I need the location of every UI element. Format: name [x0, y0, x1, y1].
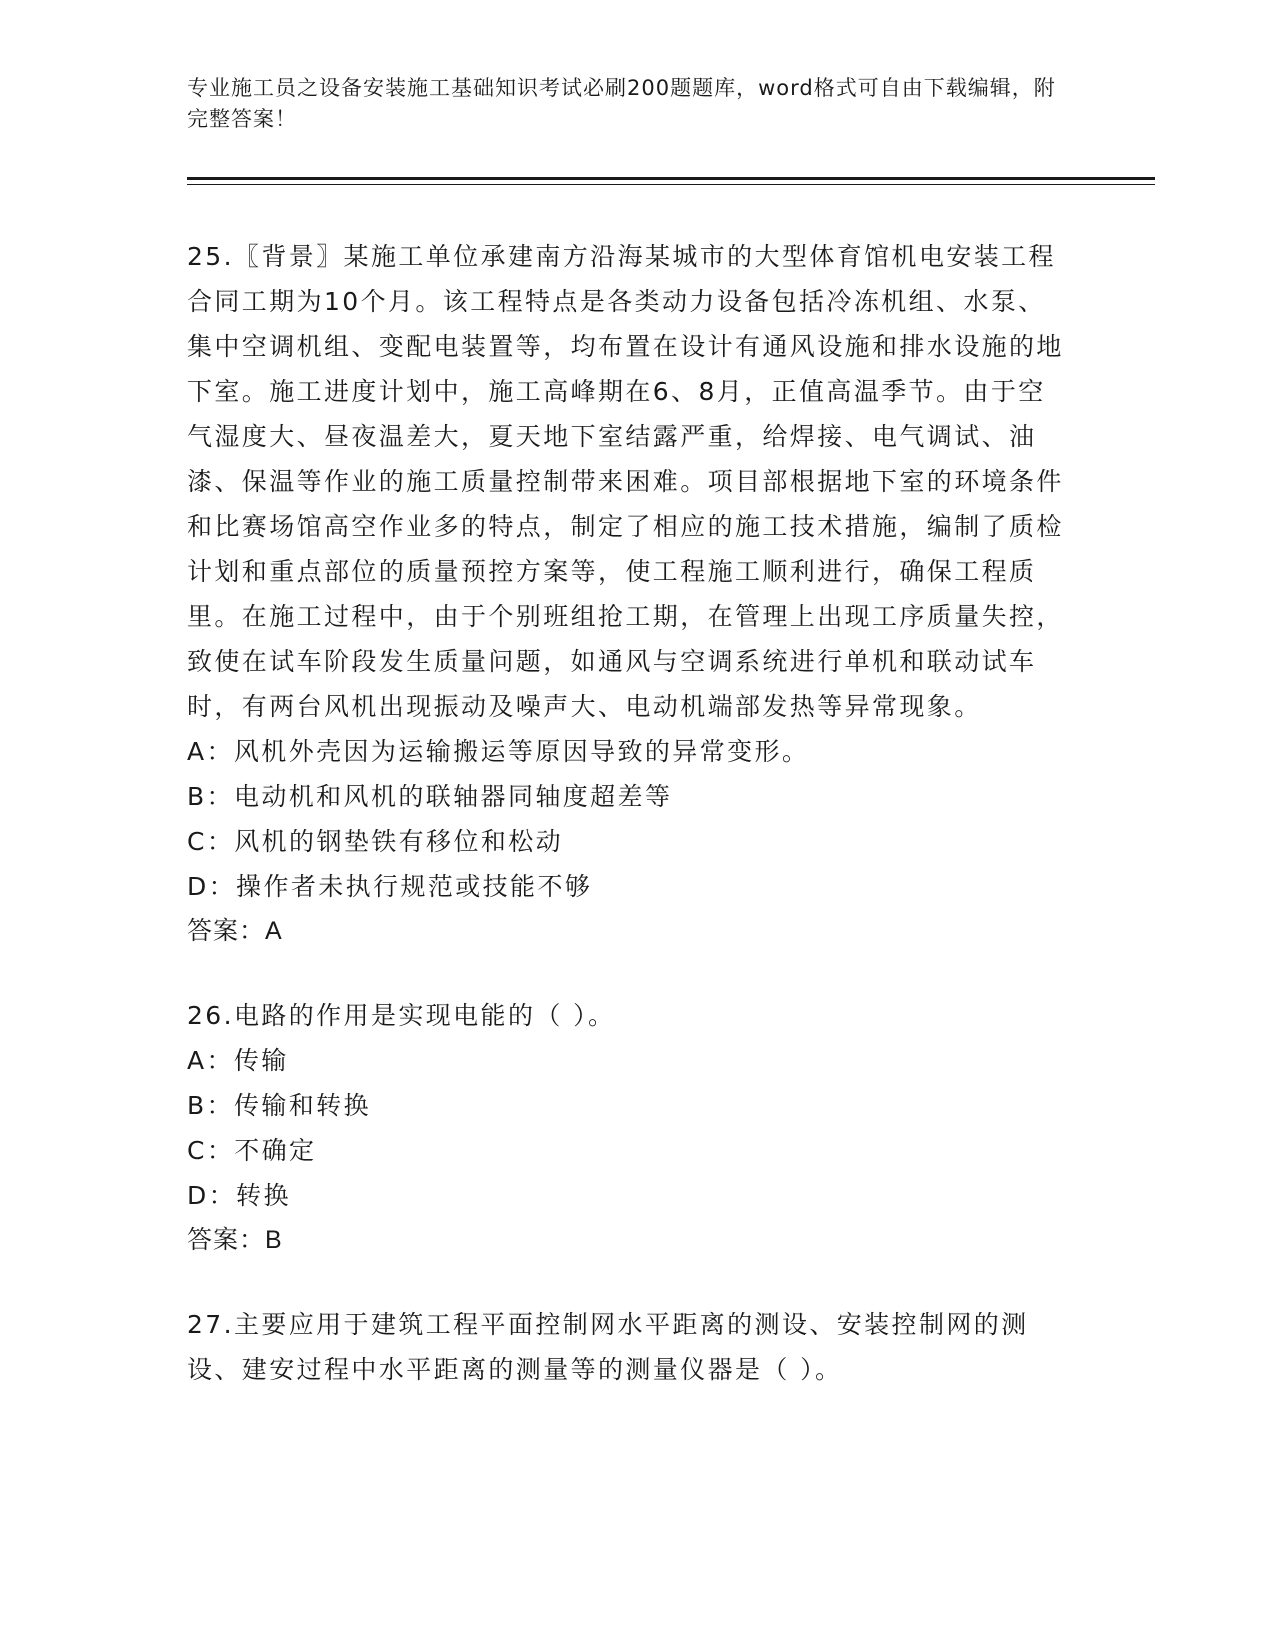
option-d: D：操作者未执行规范或技能不够	[187, 872, 593, 901]
answer: 答案：A	[187, 917, 283, 945]
answer: 答案：B	[187, 1226, 283, 1254]
question-26	[187, 993, 1072, 1263]
option-d: D：转换	[187, 1181, 291, 1210]
option-b: B：传输和转换	[187, 1091, 371, 1120]
option-b: B：电动机和风机的联轴器同轴度超差等	[187, 782, 673, 811]
option-c: C：不确定	[187, 1136, 317, 1165]
option-c: C：风机的钢垫铁有移位和松动	[187, 827, 564, 856]
question-27	[187, 1302, 1072, 1392]
question-stem: 27.主要应用于建筑工程平面控制网水平距离的测设、安装控制网的测设、建安过程中水平距离的测量等的测量仪器是（ ）。	[187, 1310, 1029, 1384]
header-divider-thick	[187, 177, 1155, 180]
question-list	[187, 234, 1072, 1431]
option-a: A：传输	[187, 1046, 289, 1075]
question-stem: 25.〖背景〗某施工单位承建南方沿海某城市的大型体育馆机电安装工程合同工期为10个月。该工程特点是各类动力设备包括冷冻机组、水泵、集中空调机组、变配电装置等，均布置在设计有通风设施和排水设施的地下室。施工进度计划中，施工高峰期在6、8月，正值高温季节。由于空气湿度大、昼夜温差大，夏天地下室结露严重，给焊接、电气调试、油漆、保温等作业的施工质量控制带来困难。项目部根据地下室的环境条件和比赛场馆高空作业多的特点，制定了相应的施工技术措施，编制了质检计划和重点部位的质量预控方案等，使工程施工顺利进行，确保工程质里。在施工过程中，由于个别班组抢工期，在管理上出现工序质量失控，致使在试车阶段发生质量问题，如通风与空调系统进行单机和联动试车时，有两台风机出现振动及噪声大、电动机端部发热等异常现象。	[187, 242, 1064, 721]
document-header: 专业施工员之设备安装施工基础知识考试必刷200题题库，word格式可自由下载编辑，附完整答案！	[187, 76, 1056, 131]
question-stem: 26.电路的作用是实现电能的（ ）。	[187, 1001, 616, 1030]
question-25	[187, 234, 1072, 954]
header-divider-thin	[187, 184, 1155, 185]
option-a: A：风机外壳因为运输搬运等原因导致的异常变形。	[187, 737, 810, 766]
